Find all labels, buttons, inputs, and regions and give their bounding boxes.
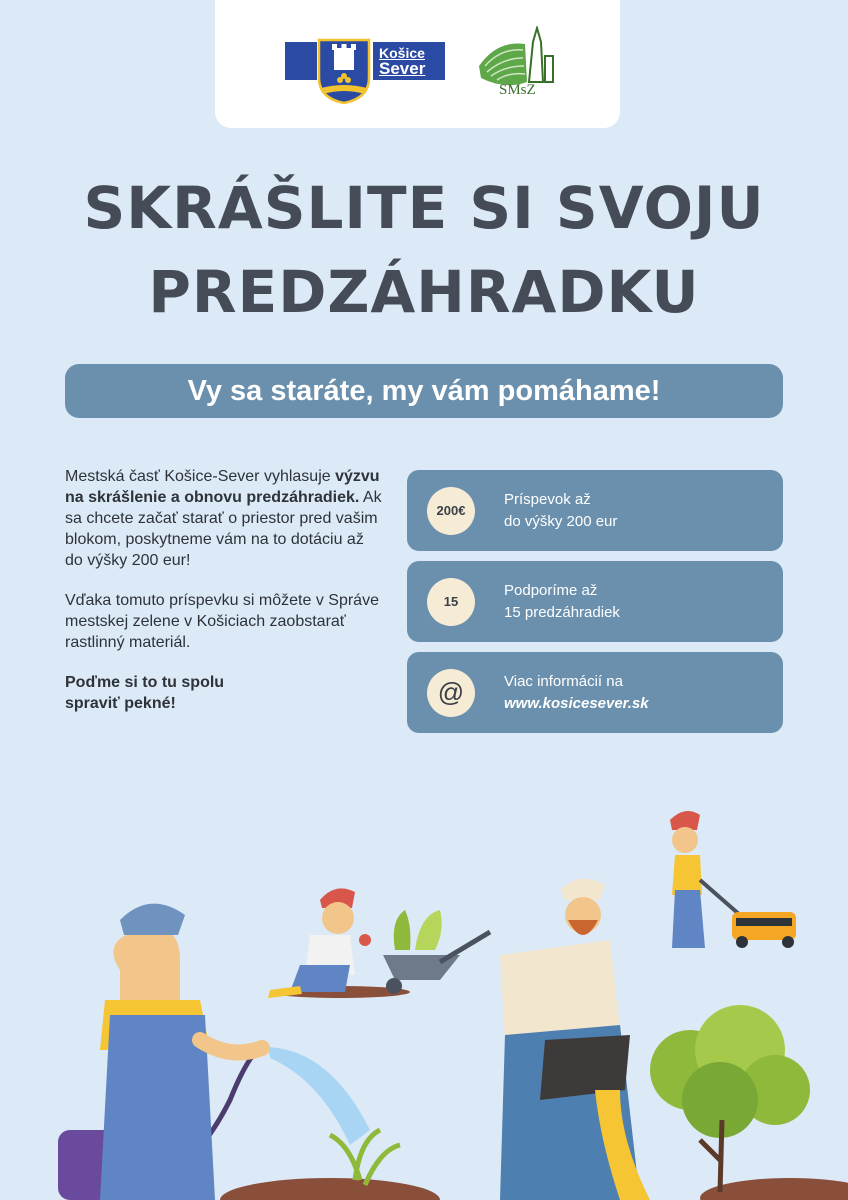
kosice-sever-logo (285, 38, 447, 104)
intro-p1-bold: výzvu na skrášlenie a obnovu predzáhradiek. (65, 468, 380, 506)
card-line-2: 15 predzáhradiek (504, 604, 620, 621)
coat-of-arms-icon (317, 38, 371, 104)
logo-card (215, 0, 620, 128)
amount-badge-icon: 200€ (427, 487, 475, 535)
subtitle-banner: Vy sa staráte, my vám pomáhame! (65, 364, 783, 418)
card-text (504, 580, 620, 624)
wordmark-line2: Sever (379, 59, 426, 78)
wheelbarrow-icon (383, 910, 490, 994)
intro-paragraph-2: Vďaka tomuto príspevku si môžete v Správe mestskej zelene v Košiciach zaobstarať rastlinný materiál. (65, 592, 379, 651)
card-text (504, 671, 649, 715)
intro-text (65, 466, 385, 733)
kosice-sever-wordmark (373, 42, 445, 80)
intro-paragraph-1 (65, 466, 385, 571)
gardening-illustration (0, 800, 848, 1200)
title-line-2: PREDZÁHRADKU (148, 258, 700, 326)
card-line-1: Podporíme až (504, 582, 598, 599)
wordmark-line1: Košice (379, 45, 425, 61)
plant-sprout-icon (330, 1130, 400, 1185)
title-line-1: SKRÁŠLITE SI SVOJU (83, 174, 765, 242)
intro-p1-pre: Mestská časť Košice-Sever vyhlasuje (65, 468, 331, 485)
soil-mound-icon (220, 1178, 440, 1200)
count-badge-icon: 15 (427, 578, 475, 626)
intro-paragraph-3 (65, 672, 385, 714)
intro-p3-line2: spraviť pekné! (65, 695, 176, 712)
smsz-wordmark: SMsZ (499, 82, 536, 98)
info-cards (407, 470, 783, 743)
woman-mowing-icon (670, 811, 796, 948)
info-card-website[interactable] (407, 652, 783, 733)
flower-icon (359, 934, 371, 946)
bush-icon (650, 1005, 810, 1192)
website-link[interactable]: www.kosicesever.sk (504, 695, 649, 712)
card-line-2: do výšky 200 eur (504, 513, 618, 530)
intro-p1-post: Ak sa chcete začať starať o priestor pred vašim blokom, poskytneme vám na to dotáciu až do výšky 200 eur! (65, 489, 382, 569)
man-pouring-soil-icon (500, 879, 650, 1200)
info-card-amount (407, 470, 783, 551)
woman-planting-icon (268, 888, 371, 998)
at-sign-icon: @ (427, 669, 475, 717)
flag-icon (285, 42, 317, 80)
intro-p3-line1: Poďme si to tu spolu (65, 674, 225, 691)
card-line-1: Príspevok až (504, 491, 591, 508)
card-text (504, 489, 617, 533)
page-title (0, 166, 848, 334)
info-card-count (407, 561, 783, 642)
card-line-1: Viac informácií na (504, 673, 623, 690)
